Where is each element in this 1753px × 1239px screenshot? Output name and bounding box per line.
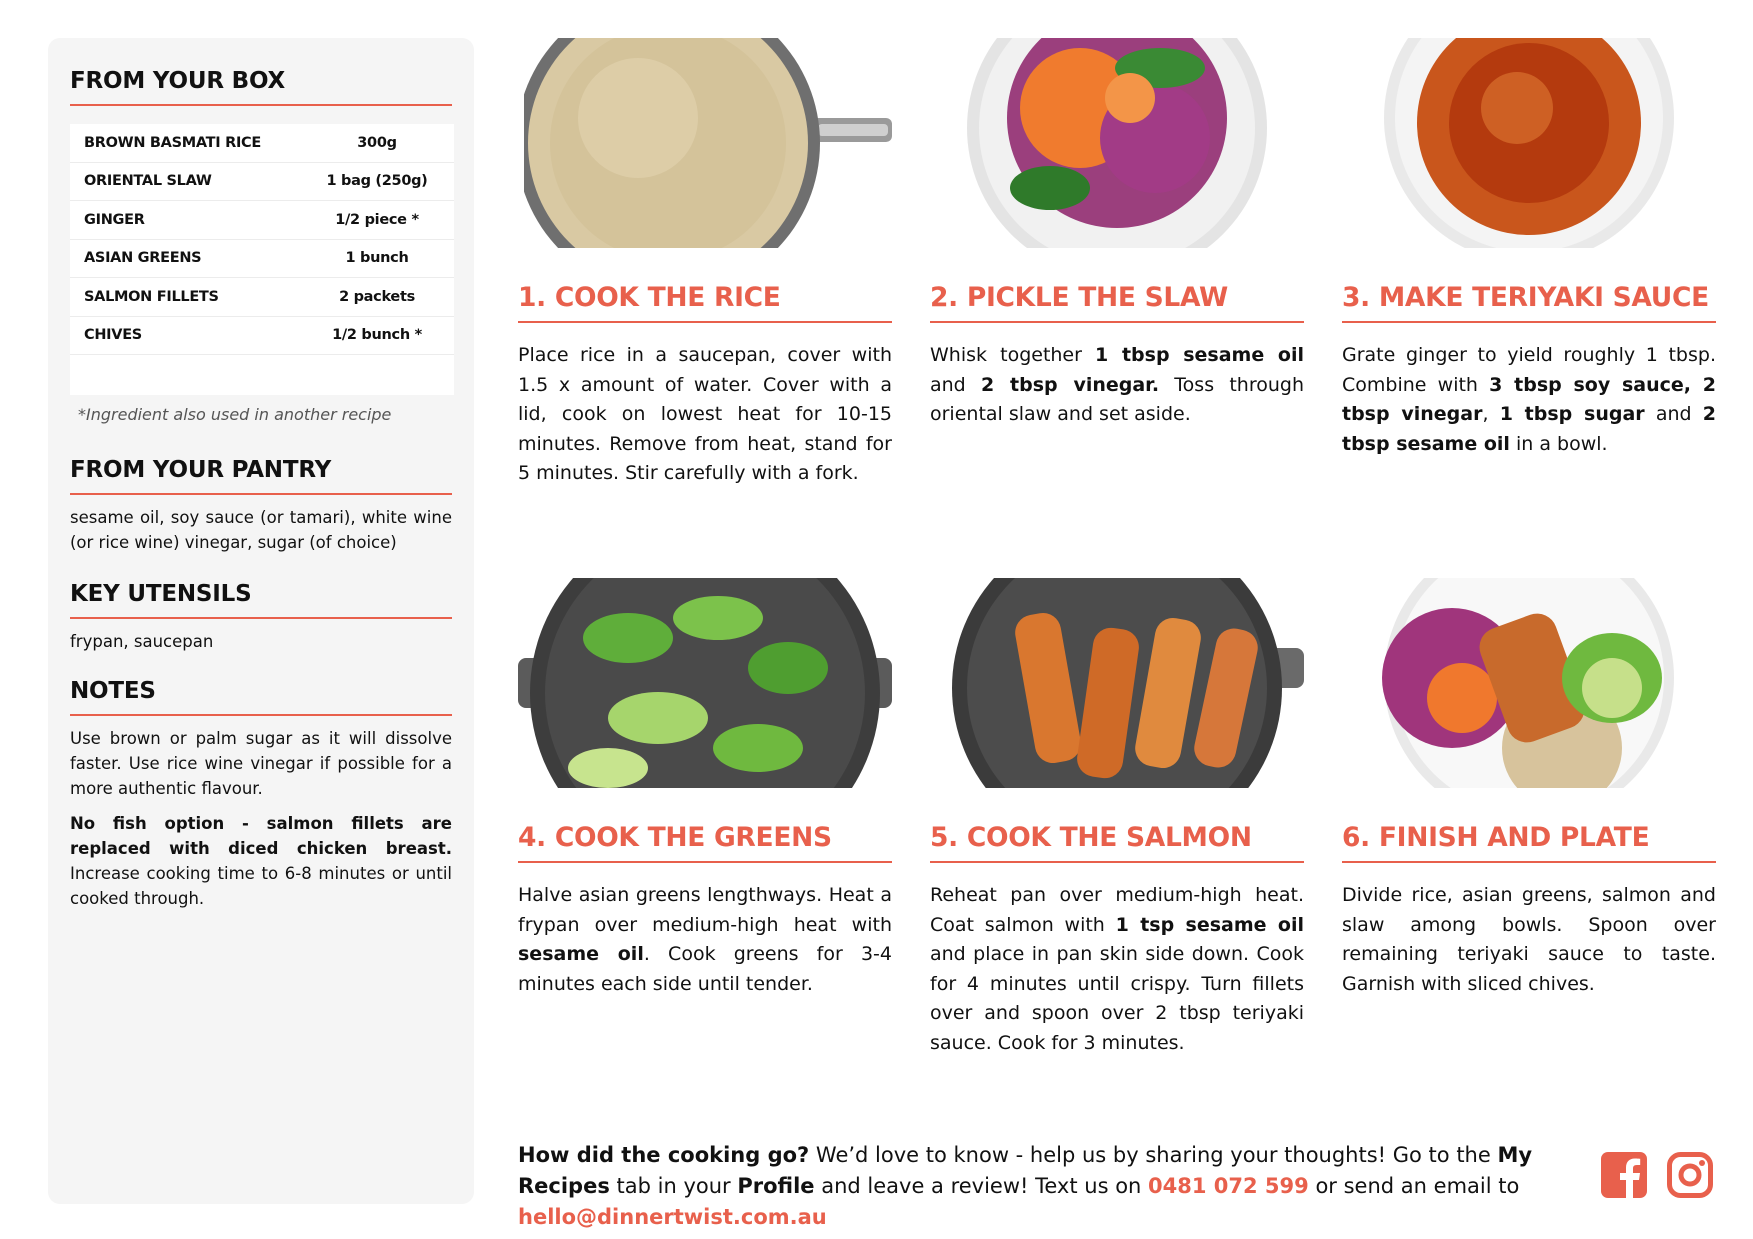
step-text-part: , [1482,403,1500,425]
ingredient-qty: 1/2 piece * [335,211,419,228]
notes-title: NOTES [70,678,452,716]
step-text-part: Grate ginger to yield roughly 1 tbsp. Combine with [1342,344,1716,396]
feedback-text: or send an email to [1308,1174,1520,1198]
phone-link[interactable]: 0481 072 599 [1148,1174,1309,1198]
my-recipes-label: My Recipes [518,1143,1533,1198]
ingredient-row [70,124,454,163]
ingredients-table [70,124,454,395]
step-text-part: Toss through oriental slaw and set aside. [930,373,1304,425]
ingredient-qty: 300g [357,134,397,151]
ingredient-qty: 2 packets [339,288,415,305]
step-text-part: Whisk together [930,344,1096,366]
step-6 [1342,578,1716,999]
note-no-fish-bold: No fish option - salmon fillets are replaced with diced chicken breast. [70,814,452,858]
ingredient-row [70,163,454,202]
ingredient-name: BROWN BASMATI RICE [84,134,262,151]
step-text-part: Divide rice, asian greens, salmon and slaw among bowls. Spoon over remaining teriyaki sauce to taste. Garnish with sliced chives. [1342,884,1716,995]
ingredient-row [70,278,454,317]
step-text-bold: 2 tbsp sesame oil [1342,403,1717,455]
step-5 [930,578,1304,1058]
step-text-bold: sesame oil [518,943,644,965]
ingredient-name: CHIVES [84,327,142,344]
note-no-fish-rest: Increase cooking time to 6-8 minutes or until cooked through. [70,864,452,908]
from-your-box-title: FROM YOUR BOX [70,68,452,106]
step-4 [518,578,892,999]
slaw-bowl-photo [930,38,1304,248]
step-6-title: 6. FINISH AND PLATE [1342,822,1716,863]
step-text-part: Halve asian greens lengthways. Heat a frypan over medium-high heat with [518,884,892,936]
email-link[interactable]: hello@dinnertwist.com.au [518,1205,827,1229]
utensils-text: frypan, saucepan [70,632,214,651]
ingredient-blank-row [70,355,454,395]
ingredient-name: ASIAN GREENS [84,250,202,267]
ingredient-row [70,317,454,356]
ingredient-name: ORIENTAL SLAW [84,173,212,190]
step-5-title: 5. COOK THE SALMON [930,822,1304,863]
step-4-title: 4. COOK THE GREENS [518,822,892,863]
step-2 [930,38,1304,430]
step-text-bold: 3 tbsp soy sauce, 2 tbsp vinegar [1342,373,1717,425]
step-text-part: Place rice in a saucepan, cover with 1.5 x amount of water. Cover with a lid, cook on lowest heat for 10-15 minutes. Remove from heat, stand for 5 minutes. Stir carefully with a fork. [518,344,892,484]
step-text-part: and place in pan skin side down. Cook for 4 minutes until crispy. Turn fillets over and spoon over 2 tbsp teriyaki sauce. Cook for 3 minutes. [930,943,1304,1054]
note-sugar: Use brown or palm sugar as it will dissolve faster. Use rice wine vinegar if possible for a more authentic flavour. [70,729,452,798]
step-1-text [518,341,892,489]
instagram-icon[interactable] [1667,1152,1713,1198]
key-utensils-title: KEY UTENSILS [70,581,452,619]
step-3-text [1342,341,1716,459]
step-text-bold: 2 tbsp vinegar. [981,373,1160,396]
feedback-question: How did the cooking go? [518,1143,810,1167]
pantry-text: sesame oil, soy sauce (or tamari), white wine (or rice wine) vinegar, sugar (of choice) [70,508,452,552]
step-6-text [1342,881,1716,999]
step-3 [1342,38,1716,459]
salmon-frypan-photo [930,578,1304,788]
step-text-part: in a bowl. [1509,432,1608,455]
ingredients-sidebar [48,38,474,1204]
feedback-text: We’d love to know - help us by sharing your thoughts! Go to the [809,1143,1498,1167]
feedback-text: and leave a review! Text us on [814,1174,1149,1198]
step-2-text [930,341,1304,430]
step-2-title: 2. PICKLE THE SLAW [930,282,1304,323]
step-1-title: 1. COOK THE RICE [518,282,892,323]
ingredient-qty: 1 bunch [345,250,409,267]
feedback-text: tab in your [609,1174,738,1198]
step-3-title: 3. MAKE TERIYAKI SAUCE [1342,282,1716,323]
ingredient-qty: 1 bag (250g) [326,173,428,190]
step-text-part: Reheat pan over medium-high heat. Coat salmon with [930,884,1304,936]
ingredient-name: GINGER [84,211,145,228]
step-4-text [518,881,892,999]
step-text-part: . Cook greens for 3-4 minutes each side until tender. [518,943,893,995]
plated-bowl-photo [1342,578,1716,788]
ingredient-qty: 1/2 bunch * [332,327,422,344]
step-text-bold: 1 tbsp sugar [1499,403,1645,425]
step-5-text [930,881,1304,1058]
step-1 [518,38,892,489]
step-text-bold: 1 tsp sesame oil [1115,913,1304,936]
ingredient-row [70,201,454,240]
ingredient-name: SALMON FILLETS [84,288,219,305]
teriyaki-sauce-bowl-photo [1342,38,1716,248]
step-text-part: and [1644,403,1703,425]
step-text-bold: 1 tbsp sesame oil [1095,344,1304,366]
step-text-part: and [930,373,981,396]
profile-label: Profile [737,1174,815,1198]
facebook-icon[interactable] [1601,1152,1647,1198]
ingredient-row [70,240,454,279]
note-no-fish [70,811,452,911]
feedback-footer [518,1140,1578,1233]
asian-greens-frypan-photo [518,578,892,788]
ingredient-footnote: *Ingredient also used in another recipe [78,405,392,424]
from-your-pantry-title: FROM YOUR PANTRY [70,457,452,495]
rice-saucepan-photo [518,38,892,248]
